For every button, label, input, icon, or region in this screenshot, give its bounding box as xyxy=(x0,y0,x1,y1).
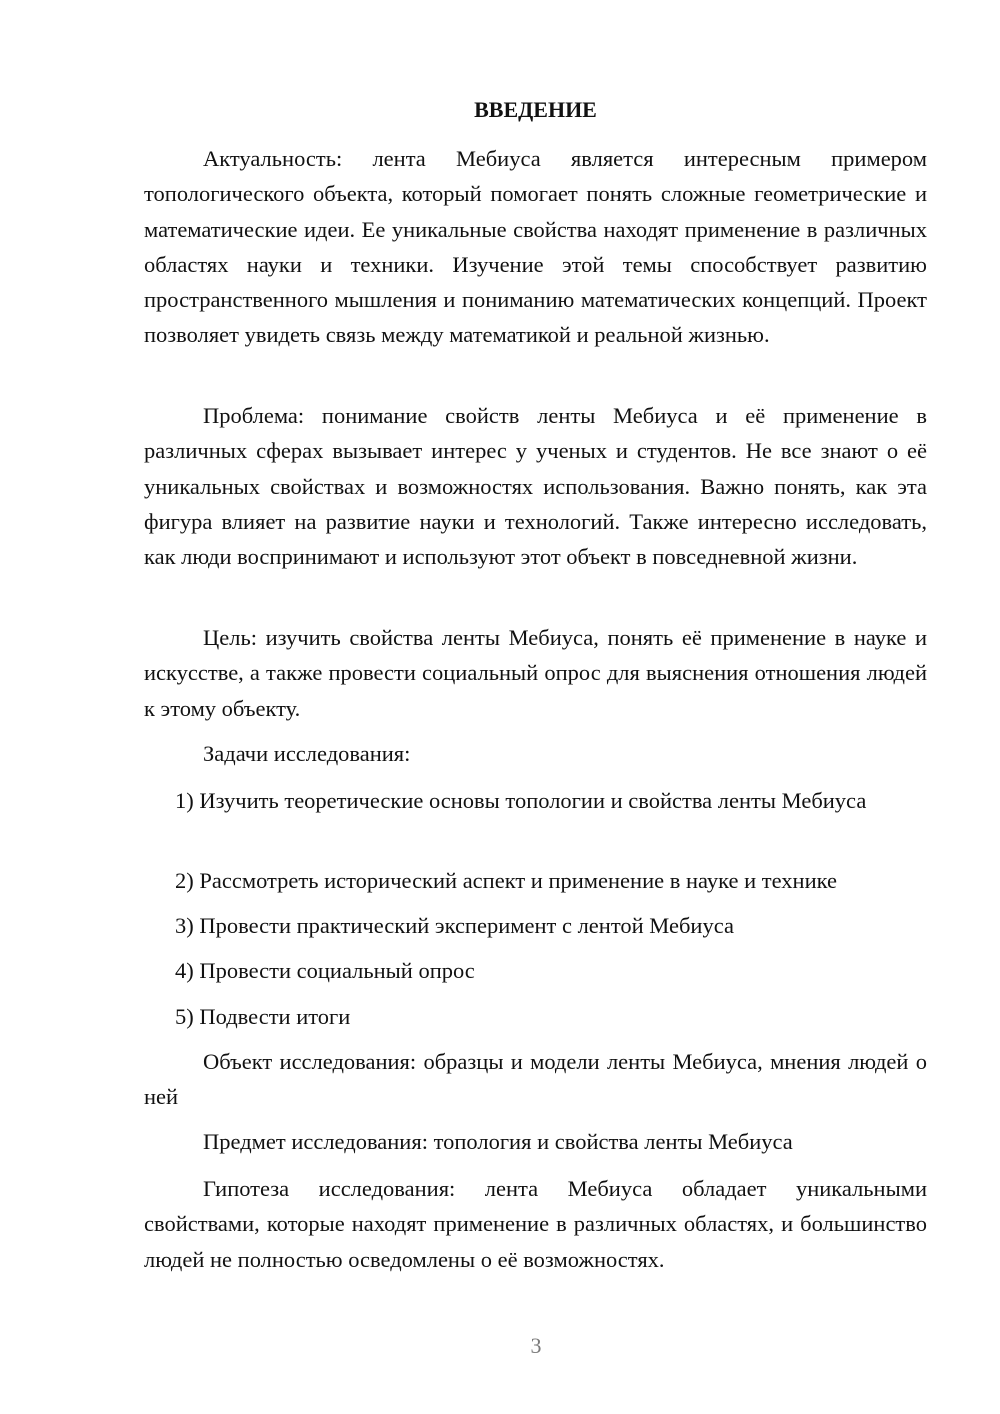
paragraph-relevance-block xyxy=(144,141,927,353)
task-item-1-block xyxy=(144,783,927,818)
paragraph-object: Объект исследования: образцы и модели ленты Мебиуса, мнения людей о ней xyxy=(144,1049,927,1110)
paragraph-subject: Предмет исследования: топология и свойства ленты Мебиуса xyxy=(203,1129,793,1154)
paragraph-hypothesis-block xyxy=(144,1171,927,1277)
list-item: 1) Изучить теоретические основы топологии и свойства ленты Мебиуса xyxy=(175,788,867,813)
paragraph-problem-block xyxy=(144,398,927,574)
paragraph-subject-block xyxy=(144,1124,927,1159)
list-item: 4) Провести социальный опрос xyxy=(175,958,475,983)
tasks-heading: Задачи исследования: xyxy=(203,741,411,766)
list-item: 3) Провести практический эксперимент с лентой Мебиуса xyxy=(175,913,734,938)
list-item: 2) Рассмотреть исторический аспект и применение в науке и технике xyxy=(175,868,837,893)
task-item-4-block xyxy=(144,953,927,988)
task-item-3-block xyxy=(144,908,927,943)
task-item-2-block xyxy=(144,863,927,898)
paragraph-hypothesis: Гипотеза исследования: лента Мебиуса обладает уникальными свойствами, которые находят применение в различных областях, и большинство людей не полностью осведомлены о её возможностях. xyxy=(144,1176,927,1272)
paragraph-goal: Цель: изучить свойства ленты Мебиуса, понять её применение в науке и искусстве, а также провести социальный опрос для выяснения отношения людей к этому объекту. xyxy=(144,625,927,721)
paragraph-problem: Проблема: понимание свойств ленты Мебиуса и её применение в различных сферах вызывает интерес у ученых и студентов. Не все знают о её уникальных свойствах и возможностях использования. Важно понять, как эта фигура влияет на развитие науки и технологий. Также интересно исследовать, как люди воспринимают и используют этот объект в повседневной жизни. xyxy=(144,403,927,570)
paragraph-object-block xyxy=(144,1044,927,1115)
page-title: ВВЕДЕНИЕ xyxy=(474,97,597,122)
page-number: 3 xyxy=(530,1333,542,1358)
list-item: 5) Подвести итоги xyxy=(175,1004,351,1029)
paragraph-goal-block xyxy=(144,620,927,726)
task-item-5-block xyxy=(144,999,927,1034)
paragraph-relevance: Актуальность: лента Мебиуса является интересным примером топологического объекта, который помогает понять сложные геометрические и математические идеи. Ее уникальные свойства находят применение в различных областях науки и техники. Изучение этой темы способствует развитию пространственного мышления и пониманию математических концепций. Проект позволяет увидеть связь между математикой и реальной жизнью. xyxy=(144,146,927,348)
tasks-heading-block xyxy=(144,736,927,771)
